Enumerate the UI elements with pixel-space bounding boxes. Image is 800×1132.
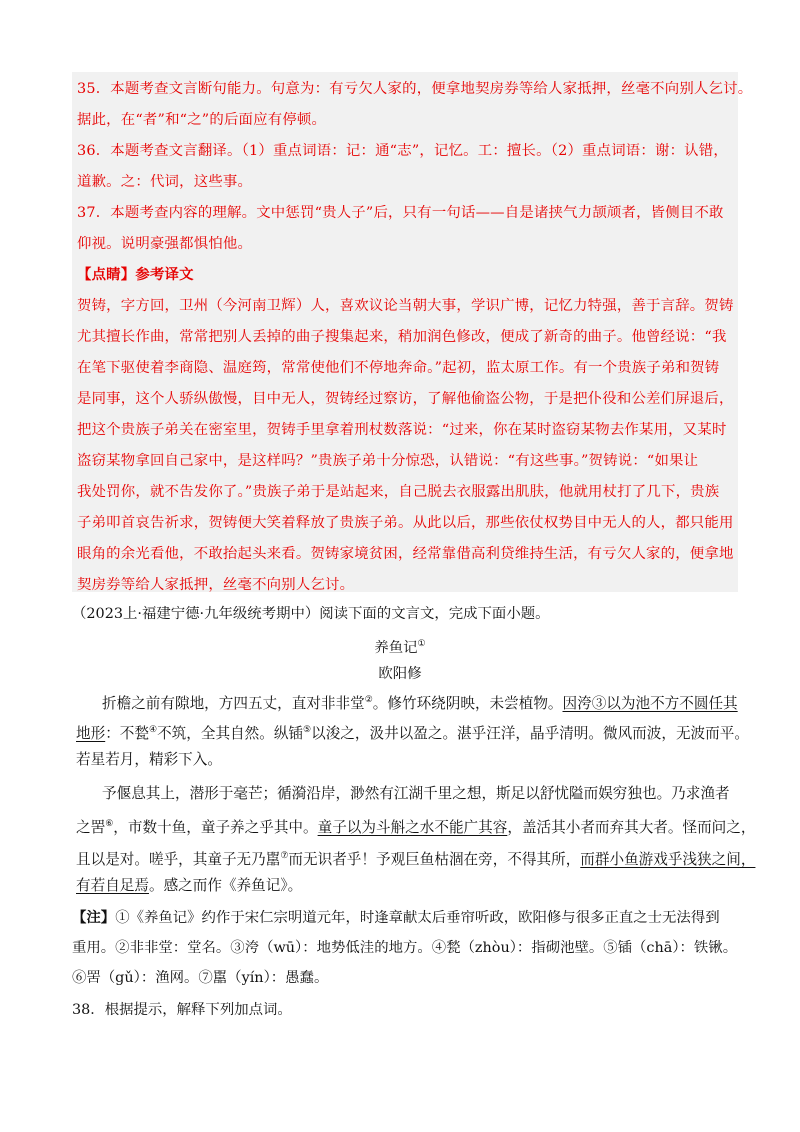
p1-underlined-2: 地形 — [76, 724, 106, 742]
paragraph-1-line-1 — [102, 690, 738, 714]
p1-underlined-1: 因洿③以为池不方不圆任其 — [562, 694, 738, 712]
p2-l3a: 且以是对。嗟乎，其童子无乃嚚 — [76, 850, 281, 868]
notes-label: 【注】 — [72, 909, 116, 926]
notes-line-1 — [72, 908, 720, 928]
translation-line-2: 尤其擅长作曲，常常把别人丢掉的曲子搜集起来，稍加润色修改，便成了新奇的曲子。他曾经说：“我 — [77, 329, 727, 345]
paragraph-2-line-2 — [76, 814, 755, 838]
answer-37-line-2: 仰视。说明豪强都惧怕他。 — [77, 236, 253, 252]
translation-line-6: 盗窃某物拿回自己家中，是这样吗？”贵族子弟十分惊恐，认错说：“有这些事。”贺铸说：“如果让 — [77, 453, 699, 469]
p2-underlined-3: 有若自足焉 — [76, 877, 149, 894]
p1-note-5: ⑤ — [303, 725, 312, 735]
notes-line-2: 重用。②非非堂：堂名。③洿（wū）：地势低洼的地方。④甃（zhòu）：指砌池壁。⑤锸（chā）：铁锹。 — [72, 940, 738, 956]
p1-note-4: ④ — [149, 725, 158, 735]
passage-title — [0, 636, 800, 657]
p1-l2c: 以浚之，汲井以盈之。湛乎汪洋，晶乎清明。微风而波，无波而平。 — [311, 724, 749, 742]
translation-line-1: 贺铸，字方回，卫州（今河南卫辉）人，喜欢议论当朝大事，学识广博，记忆力特强，善于言辞。贺铸 — [77, 298, 734, 314]
translation-line-10: 契房券等给人家抵押，丝毫不向别人乞讨。 — [77, 577, 355, 593]
p1-l1a: 折檐之前有隙地，方四五丈，直对非非堂 — [102, 694, 365, 712]
p2-l3b: 而无识者乎！予观巨鱼枯涸在旁，不得其所， — [288, 850, 581, 868]
dianjing-heading: 【点睛】参考译文 — [77, 266, 194, 283]
answer-35-line-1: 35．本题考查文言断句能力。句意为：有亏欠人家的，便拿地契房券等给人家抵押，丝毫不向别人乞讨。 — [77, 81, 753, 97]
translation-line-4: 是同事，这个人骄纵傲慢，目中无人，贺铸经过察访，了解他偷盗公物，于是把仆役和公差们屏退后， — [77, 391, 734, 407]
answer-36-line-2: 道歉。之：代词，这些事。 — [77, 174, 253, 190]
translation-line-5: 把这个贵族子弟关在密室里，贺铸手里拿着刑杖数落说：“过来，你在某时盗窃某物去作某用，又某时 — [77, 422, 727, 438]
notes-line-3: ⑥罟（gǔ）：渔网。⑦嚚（yín）：愚蠢。 — [72, 970, 329, 986]
notes-line-1-text: ①《养鱼记》约作于宋仁宗明道元年，时逢章献太后垂帘听政，欧阳修与很多正直之士无法得到 — [115, 910, 720, 926]
translation-line-9: 眼角的余光看他，不敢抬起头来看。贺铸家境贫困，经常靠借高利贷维持生活，有亏欠人家的，便拿地 — [77, 546, 734, 562]
question-38: 38．根据提示，解释下列加点词。 — [72, 1002, 292, 1018]
translation-line-3: 在笔下驱使着李商隐、温庭筠，常常使他们不停地奔命。”起初，监太原工作。有一个贵族子弟和贺铸 — [77, 360, 720, 376]
passage-intro: （2023上·福建宁德·九年级统考期中）阅读下面的文言文，完成下面小题。 — [72, 606, 550, 622]
p1-l2b: 不筑，全其自然。纵锸 — [157, 724, 304, 742]
p1-l1b: 。修竹环绕阴映，未尝植物。 — [372, 694, 563, 712]
translation-line-8: 子弟叩首哀告祈求，贺铸便大笑着释放了贵族子弟。从此以后，那些依仗权势目中无人的人，都只能用 — [77, 515, 734, 531]
paragraph-2-line-4 — [76, 876, 302, 896]
p2-l2c: ，盖活其小者而弃其大者。怪而问之， — [507, 818, 756, 836]
paragraph-2-line-1: 予偃息其上，潜形于毫芒；循漪沿岸，渺然有江湖千里之想，斯足以舒忧隘而娱穷独也。乃求渔者 — [102, 785, 730, 802]
paragraph-1-line-2 — [76, 720, 749, 744]
p1-l2a: ：不甃 — [105, 724, 149, 742]
answer-36-line-1: 36．本题考查文言翻译。（1）重点词语：记：通“志”，记忆。工：擅长。（2）重点词语：谢：认错， — [77, 143, 728, 159]
p2-l2b: ，市数十鱼，童子养之乎其中。 — [113, 818, 318, 836]
p2-note-7: ⑦ — [280, 851, 289, 861]
p2-underlined-2: 而群小鱼游戏乎浅狭之间， — [580, 850, 756, 868]
passage-title-text: 养鱼记 — [374, 640, 418, 656]
answer-35-line-2: 据此，在“者”和“之”的后面应有停顿。 — [77, 112, 327, 128]
p2-note-6: ⑥ — [105, 819, 114, 829]
p2-l2a: 之罟 — [76, 818, 106, 836]
answer-37-line-1: 37．本题考查内容的理解。文中惩罚“贵人子”后，只有一句话——自是诸挟气力颉颃者，皆侧目不敢 — [77, 205, 724, 221]
passage-title-note: ① — [417, 639, 426, 650]
paragraph-2-line-3 — [76, 846, 755, 870]
paragraph-1-line-3: 若星若月，精彩下入。 — [76, 751, 222, 768]
p2-l4a: 。感之而作《养鱼记》。 — [148, 877, 303, 894]
p1-note-2: ② — [364, 695, 373, 705]
p2-underlined-1: 童子以为斗斛之水不能广其容 — [317, 818, 508, 836]
passage-author: 欧阳修 — [378, 666, 422, 682]
translation-line-7: 我处罚你，就不告发你了。”贵族子弟于是站起来，自己脱去衣服露出肌肤，他就用杖打了几下，贵族 — [77, 484, 720, 500]
